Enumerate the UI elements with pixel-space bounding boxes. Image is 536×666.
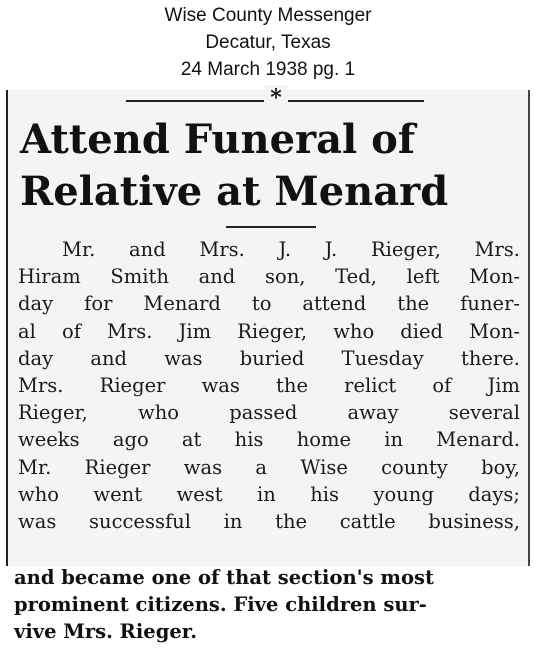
article-headline	[20, 114, 520, 218]
article-body	[18, 236, 520, 535]
newspaper-clipping	[6, 85, 530, 566]
body-line: Mr. and Mrs. J. J. Rieger, Mrs.	[62, 238, 520, 261]
body-line: Rieger, who passed away several	[18, 401, 520, 425]
body-line: who went west in his young days;	[18, 482, 520, 506]
newspaper-name: Wise County Messenger	[164, 5, 372, 26]
newspaper-location: Decatur, Texas	[205, 32, 331, 53]
star-ornament: *	[8, 86, 536, 110]
headline-divider	[226, 226, 316, 228]
source-caption	[0, 2, 536, 83]
body-line: Mrs. Rieger was the relict of Jim	[18, 374, 520, 398]
body-line: weeks ago at his home in Menard.	[18, 428, 520, 452]
body-line: was successful in the cattle business,	[18, 510, 520, 534]
continuation-line: prominent citizens. Five children sur-	[14, 593, 427, 616]
body-line: Mr. Rieger was a Wise county boy,	[18, 455, 520, 479]
continuation-line: and became one of that section's most	[14, 566, 435, 589]
continuation-line: vive Mrs. Rieger.	[14, 620, 198, 643]
body-line: Hiram Smith and son, Ted, left Mon-	[18, 265, 520, 289]
body-line: day and was buried Tuesday there.	[18, 346, 520, 370]
headline-line-2: Relative at Menard	[20, 168, 449, 215]
body-line: day for Menard to attend the funer-	[18, 292, 520, 316]
body-line: al of Mrs. Jim Rieger, who died Mon-	[18, 319, 520, 343]
publication-date: 24 March 1938 pg. 1	[180, 59, 356, 80]
article-continuation	[14, 564, 524, 645]
headline-line-1: Attend Funeral of	[20, 116, 416, 163]
